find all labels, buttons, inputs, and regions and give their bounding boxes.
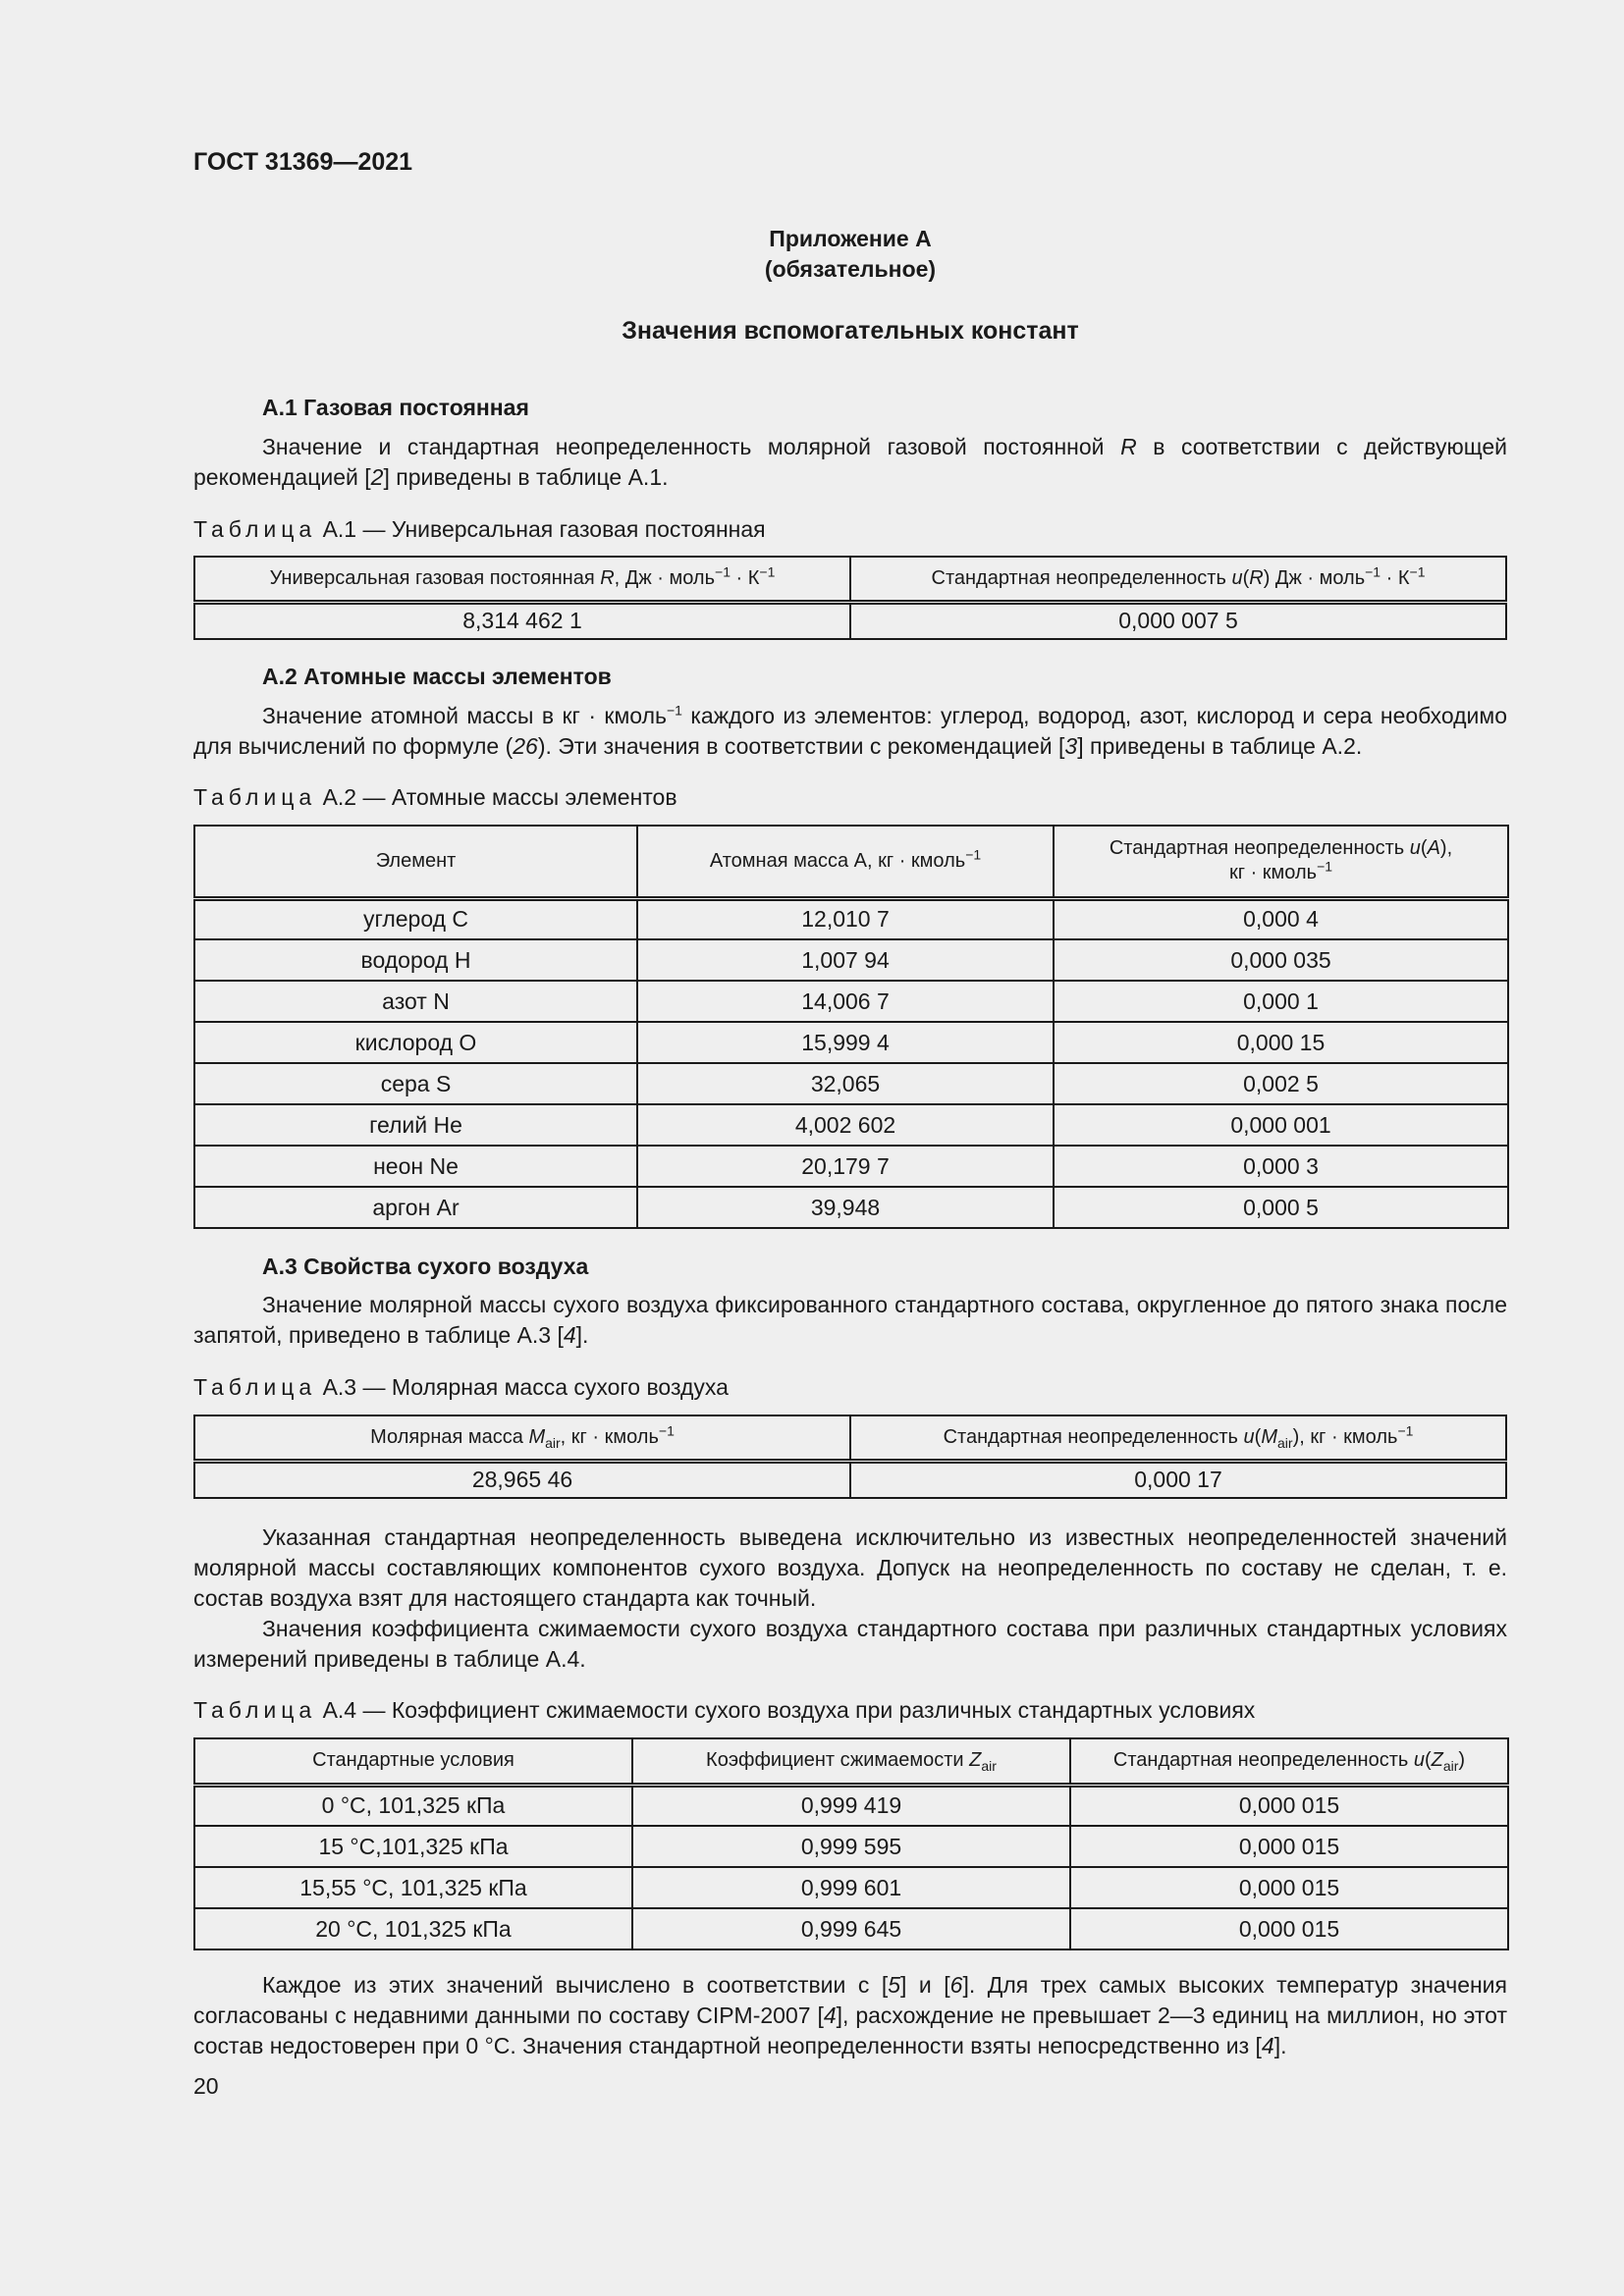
element-cell: гелий He — [194, 1104, 637, 1146]
uncertainty-cell: 0,000 015 — [1070, 1867, 1508, 1908]
text-run: ( — [1420, 837, 1428, 860]
section-a2-paragraph — [193, 701, 1507, 762]
superscript: −1 — [1397, 1422, 1414, 1439]
text-run: ]. — [575, 1322, 589, 1348]
section-a3-paragraph-4 — [193, 1970, 1507, 2061]
section-a3-heading: А.3 Свойства сухого воздуха — [262, 1254, 589, 1279]
text-run: Универсальная газовая постоянная — [269, 566, 601, 589]
mass-cell: 15,999 4 — [637, 1022, 1054, 1063]
text-run: ]. — [1273, 2033, 1287, 2058]
table-a1-header-constant — [194, 557, 850, 602]
table-a1-caption — [193, 514, 1507, 545]
text-run: ( — [1242, 566, 1250, 589]
table-a1 — [193, 556, 1507, 640]
section-a3-paragraph-3: Значения коэффициента сжимаемости сухого воздуха стандартного состава при различных стандартных условиях измерений приведены в таблице А.4. — [193, 1616, 1507, 1672]
table-a2-header-element: Элемент — [194, 826, 637, 898]
superscript: −1 — [658, 1422, 675, 1439]
mass-cell: 32,065 — [637, 1063, 1054, 1104]
table-a4-header-conditions: Стандартные условия — [194, 1738, 632, 1785]
reference-link: 4 — [823, 2002, 837, 2028]
section-a3-paragraph-1 — [193, 1290, 1507, 1351]
text-run: · К — [730, 566, 760, 589]
text-run: Значение молярной массы сухого воздуха фиксированного стандартного состава, округленное до пятого знака после запятой, приведено в таблице А.3 [ — [193, 1292, 1507, 1348]
table-a2-header-uncertainty — [1054, 826, 1508, 898]
reference-link: 2 — [370, 464, 384, 490]
table-row — [194, 981, 1508, 1022]
text-run: каждого из элементов: углерод, водород, азот, кислород и сера необходимо для вычислений по формуле ( — [193, 703, 1507, 759]
section-a1-paragraph — [193, 432, 1507, 493]
table-row — [194, 1785, 1508, 1826]
table-a3-header-uncertainty — [850, 1415, 1506, 1461]
page-number: 20 — [193, 2073, 219, 2099]
reference-link: 4 — [563, 1322, 576, 1348]
element-cell: кислород O — [194, 1022, 637, 1063]
uncertainty-cell: 0,002 5 — [1054, 1063, 1508, 1104]
uncertainty-cell: 0,000 035 — [1054, 939, 1508, 981]
mass-cell: 12,010 7 — [637, 898, 1054, 939]
uncertainty-cell: 0,000 3 — [1054, 1146, 1508, 1187]
uncertainty-cell: 0,000 015 — [1070, 1826, 1508, 1867]
annex-title: Значения вспомогательных констант — [622, 317, 1079, 345]
text-run: Z — [1431, 1749, 1443, 1772]
table-row — [194, 1022, 1508, 1063]
text-run: Стандартная неопределенность — [1109, 837, 1410, 860]
superscript: −1 — [1365, 563, 1381, 580]
text-run: кг · кмоль — [1228, 862, 1318, 884]
text-run: Z — [969, 1749, 982, 1772]
annex-status: (обязательное) — [764, 256, 937, 282]
conditions-cell: 0 °С, 101,325 кПа — [194, 1785, 632, 1826]
text-run: M — [1261, 1425, 1277, 1448]
table-a4-header-uncertainty — [1070, 1738, 1508, 1785]
element-cell: неон Ne — [194, 1146, 637, 1187]
superscript: −1 — [759, 563, 776, 580]
table-row — [194, 1063, 1508, 1104]
section-a1-heading: А.1 Газовая постоянная — [262, 395, 529, 420]
text-run: · К — [1380, 566, 1410, 589]
superscript: −1 — [715, 563, 731, 580]
section-a3-paragraph-2: Указанная стандартная неопределенность выведена исключительно из известных неопределенностей значений молярной массы составляющих компонентов сухого воздуха. Допуск на неопределенность по составу не сделан, т. е. состав воздуха взят для настоящего стандарта как точный. — [193, 1524, 1507, 1611]
text-run: A — [1427, 837, 1440, 860]
table-a3 — [193, 1415, 1507, 1499]
element-cell: углерод C — [194, 898, 637, 939]
text-run: u — [1231, 566, 1243, 589]
mass-cell: 14,006 7 — [637, 981, 1054, 1022]
text-run: Атомная масса А, кг · кмоль — [709, 849, 966, 872]
table-a4-caption — [193, 1695, 1507, 1726]
annex-label: Приложение А — [769, 226, 932, 251]
caption-title: А.3 — Молярная масса сухого воздуха — [316, 1374, 729, 1400]
table-a3-value: 28,965 46 — [194, 1461, 850, 1498]
text-run: ] приведены в таблице А.2. — [1077, 733, 1363, 759]
subscript: air — [1277, 1434, 1293, 1451]
table-row — [194, 1146, 1508, 1187]
section-a2-heading: А.2 Атомные массы элементов — [262, 664, 612, 689]
text-run: R — [600, 566, 615, 589]
conditions-cell: 15 °С,101,325 кПа — [194, 1826, 632, 1867]
table-row — [194, 898, 1508, 939]
table-a4-header-compressibility — [632, 1738, 1070, 1785]
text-run: ) — [1458, 1749, 1466, 1772]
table-a2-header-mass — [637, 826, 1054, 898]
mass-cell: 4,002 602 — [637, 1104, 1054, 1146]
table-row — [194, 1104, 1508, 1146]
annex-heading — [193, 224, 1507, 285]
caption-label: Таблица — [193, 1697, 317, 1723]
reference-link: 4 — [1261, 2033, 1274, 2058]
formula-reference: 26 — [513, 733, 538, 759]
table-row — [194, 1187, 1508, 1228]
text-run: Коэффициент сжимаемости — [706, 1749, 970, 1772]
text-run: Молярная масса — [370, 1425, 529, 1448]
conditions-cell: 20 °С, 101,325 кПа — [194, 1908, 632, 1949]
element-cell: азот N — [194, 981, 637, 1022]
text-run: ) Дж · моль — [1263, 566, 1366, 589]
caption-title: А.1 — Универсальная газовая постоянная — [316, 516, 766, 542]
text-run: R — [1120, 434, 1137, 459]
mass-cell: 20,179 7 — [637, 1146, 1054, 1187]
uncertainty-cell: 0,000 5 — [1054, 1187, 1508, 1228]
text-run: ( — [1254, 1425, 1262, 1448]
text-run: Значение и стандартная неопределенность молярной газовой постоянной — [262, 434, 1121, 459]
caption-label: Таблица — [193, 516, 317, 542]
text-run: ), кг · кмоль — [1292, 1425, 1398, 1448]
text-run: R — [1249, 566, 1264, 589]
table-row — [194, 1826, 1508, 1867]
caption-title: А.2 — Атомные массы элементов — [316, 784, 677, 810]
text-run: Каждое из этих значений вычислено в соответствии с [ — [262, 1972, 889, 1998]
uncertainty-cell: 0,000 15 — [1054, 1022, 1508, 1063]
subscript: air — [1442, 1758, 1459, 1775]
uncertainty-cell: 0,000 015 — [1070, 1785, 1508, 1826]
superscript: −1 — [666, 702, 682, 719]
uncertainty-cell: 0,000 001 — [1054, 1104, 1508, 1146]
table-row — [194, 1867, 1508, 1908]
text-run: ). Эти значения в соответствии с рекомендацией [ — [537, 733, 1065, 759]
text-run: u — [1243, 1425, 1255, 1448]
table-a1-value: 8,314 462 1 — [194, 602, 850, 639]
uncertainty-cell: 0,000 1 — [1054, 981, 1508, 1022]
compressibility-cell: 0,999 601 — [632, 1867, 1070, 1908]
subscript: air — [545, 1434, 561, 1451]
table-row — [194, 1908, 1508, 1949]
text-run: ] и [ — [900, 1972, 950, 1998]
table-a4 — [193, 1737, 1507, 1950]
table-a1-uncertainty: 0,000 007 5 — [850, 602, 1506, 639]
text-run: M — [528, 1425, 546, 1448]
reference-link: 3 — [1064, 733, 1078, 759]
table-a3-header-molar-mass — [194, 1415, 850, 1461]
text-run: Стандартная неопределенность — [931, 566, 1232, 589]
compressibility-cell: 0,999 595 — [632, 1826, 1070, 1867]
element-cell: сера S — [194, 1063, 637, 1104]
superscript: −1 — [1317, 858, 1333, 875]
text-run: ( — [1424, 1749, 1432, 1772]
caption-label: Таблица — [193, 784, 317, 810]
text-run: ]. Для трех самых высоких температур значения согласованы с недавними данными по составу CIPM-2007 [ — [193, 1972, 1507, 2028]
mass-cell: 39,948 — [637, 1187, 1054, 1228]
caption-title: А.4 — Коэффициент сжимаемости сухого воздуха при различных стандартных условиях — [316, 1697, 1256, 1723]
text-run: ], расхождение не превышает 2—3 единиц на миллион, но этот состав недостоверен при 0 °С. Значения стандартной неопределенности взяты непосредственно из [ — [193, 2002, 1507, 2058]
text-run: u — [1409, 837, 1421, 860]
text-run: Значение атомной массы в кг · кмоль — [262, 703, 667, 728]
reference-link: 6 — [949, 1972, 963, 1998]
text-run: ), — [1439, 837, 1453, 860]
table-a1-header-uncertainty — [850, 557, 1506, 602]
uncertainty-cell: 0,000 4 — [1054, 898, 1508, 939]
text-run: Стандартная неопределенность — [1112, 1749, 1414, 1772]
table-row — [194, 939, 1508, 981]
element-cell: аргон Ar — [194, 1187, 637, 1228]
document-code: ГОСТ 31369—2021 — [193, 148, 413, 176]
text-run: ] приведены в таблице А.1. — [383, 464, 669, 490]
caption-label: Таблица — [193, 1374, 317, 1400]
table-a2 — [193, 825, 1507, 1229]
superscript: −1 — [1409, 563, 1426, 580]
conditions-cell: 15,55 °С, 101,325 кПа — [194, 1867, 632, 1908]
subscript: air — [981, 1758, 997, 1775]
compressibility-cell: 0,999 645 — [632, 1908, 1070, 1949]
text-run: в соответствии с действующей рекомендацией [ — [193, 434, 1507, 490]
compressibility-cell: 0,999 419 — [632, 1785, 1070, 1826]
text-run: , кг · кмоль — [560, 1425, 659, 1448]
reference-link: 5 — [888, 1972, 901, 1998]
table-a2-caption — [193, 782, 1507, 813]
table-a3-uncertainty: 0,000 17 — [850, 1461, 1506, 1498]
text-run: u — [1413, 1749, 1425, 1772]
mass-cell: 1,007 94 — [637, 939, 1054, 981]
element-cell: водород H — [194, 939, 637, 981]
uncertainty-cell: 0,000 015 — [1070, 1908, 1508, 1949]
text-run: , Дж · моль — [614, 566, 716, 589]
table-a3-caption — [193, 1372, 1507, 1403]
text-run: Стандартная неопределенность — [943, 1425, 1244, 1448]
superscript: −1 — [965, 846, 982, 863]
